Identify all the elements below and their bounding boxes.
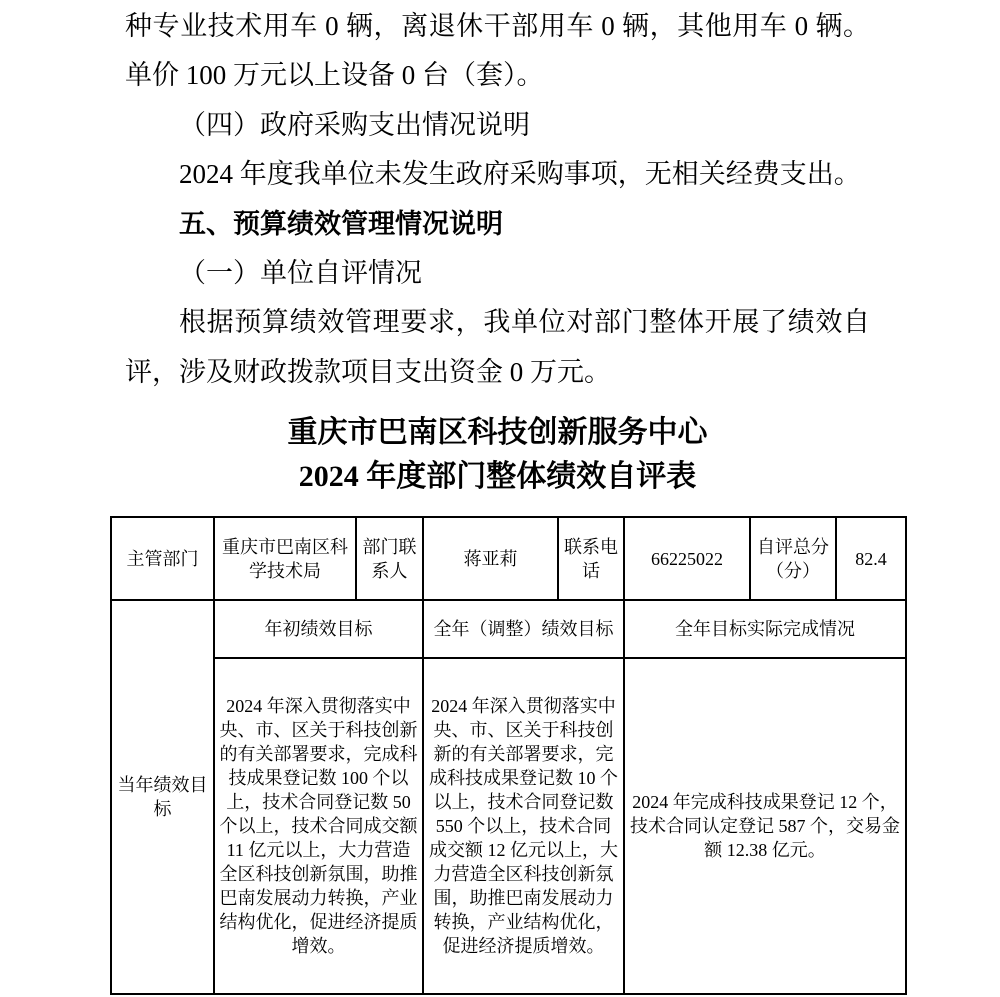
- table-title-block: [125, 411, 870, 499]
- performance-evaluation-table: [110, 516, 907, 995]
- paragraph-line-4: 2024 年度我单位未发生政府采购事项，无相关经费支出。: [179, 159, 861, 190]
- paragraph-line-2: 单价 100 万元以上设备 0 台（套）。: [125, 60, 544, 91]
- phone-label-cell: 联系电话: [558, 517, 624, 600]
- table-title-line-2: 2024 年度部门整体绩效自评表: [298, 460, 697, 494]
- paragraph-line-1: 种专业技术用车 0 辆，离退休干部用车 0 辆，其他用车 0 辆。: [125, 11, 870, 41]
- adjusted-goal-header-cell: 全年（调整）绩效目标: [423, 600, 624, 658]
- dept-label-cell: 主管部门: [111, 517, 214, 600]
- initial-goal-header-cell: 年初绩效目标: [214, 600, 423, 658]
- score-label-cell: 自评总分（分）: [750, 517, 836, 600]
- table-title-line-1: 重庆市巴南区科技创新服务中心: [287, 416, 708, 450]
- subsection-heading-4: （四）政府采购支出情况说明: [179, 109, 530, 140]
- paragraph-line-8: 评，涉及财政拨款项目支出资金 0 万元。: [125, 356, 611, 387]
- contact-label-cell: 部门联系人: [356, 517, 423, 600]
- adjusted-goal-text-cell: 2024 年深入贯彻落实中央、市、区关于科技创新的有关部署要求，完成科技成果登记数 10 个以上，技术合同登记数 550 个以上，技术合同成交额 12 亿元以上，大力营造全区科技创新氛围，助推巴南发展动力转换，产业结构优化，促进经济提质增效。: [423, 658, 624, 994]
- goal-row-label-cell: 当年绩效目标: [111, 600, 214, 994]
- admin-info-row: [111, 517, 906, 600]
- dept-value-cell: 重庆市巴南区科学技术局: [214, 517, 356, 600]
- goal-header-row: [111, 600, 906, 658]
- actual-completion-text-cell: 2024 年完成科技成果登记 12 个，技术合同认定登记 587 个，交易金额 12.38 亿元。: [624, 658, 906, 994]
- paragraph-line-7: 根据预算绩效管理要求，我单位对部门整体开展了绩效自: [179, 307, 870, 338]
- subsection-heading-1: （一）单位自评情况: [179, 258, 422, 289]
- actual-completion-header-cell: 全年目标实际完成情况: [624, 600, 906, 658]
- goal-content-row: [111, 658, 906, 994]
- section-heading-5: 五、预算绩效管理情况说明: [179, 208, 503, 239]
- score-value-cell: 82.4: [836, 517, 906, 600]
- phone-number-cell: 66225022: [624, 517, 750, 600]
- contact-name-cell: 蒋亚莉: [423, 517, 558, 600]
- initial-goal-text-cell: 2024 年深入贯彻落实中央、市、区关于科技创新的有关部署要求，完成科技成果登记数 100 个以上，技术合同登记数 50 个以上，技术合同成交额 11 亿元以上，大力营造全区科技创新氛围，助推巴南发展动力转换，产业结构优化，促进经济提质增效。: [214, 658, 423, 994]
